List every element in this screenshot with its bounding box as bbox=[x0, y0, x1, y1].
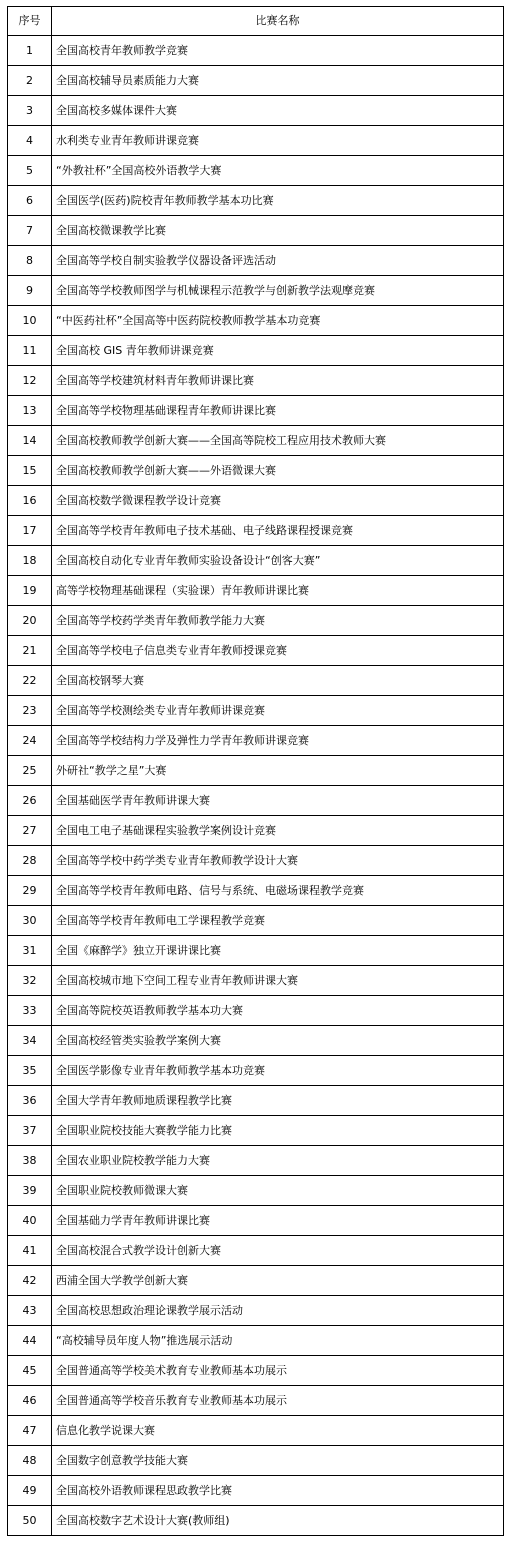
competition-name: 全国医学(医药)院校青年教师教学基本功比赛 bbox=[52, 186, 504, 216]
row-index: 22 bbox=[8, 666, 52, 696]
table-row bbox=[8, 1416, 504, 1446]
row-index: 5 bbox=[8, 156, 52, 186]
table-row bbox=[8, 306, 504, 336]
table-row bbox=[8, 276, 504, 306]
table-row bbox=[8, 1086, 504, 1116]
row-index: 36 bbox=[8, 1086, 52, 1116]
table-row bbox=[8, 636, 504, 666]
row-index: 31 bbox=[8, 936, 52, 966]
competition-name: 全国高等学校青年教师电子技术基础、电子线路课程授课竞赛 bbox=[52, 516, 504, 546]
competition-name: 全国电工电子基础课程实验教学案例设计竞赛 bbox=[52, 816, 504, 846]
table-row bbox=[8, 1176, 504, 1206]
competition-name: 全国职业院校技能大赛教学能力比赛 bbox=[52, 1116, 504, 1146]
competition-name: 全国高校 GIS 青年教师讲课竞赛 bbox=[52, 336, 504, 366]
table-row bbox=[8, 876, 504, 906]
table-row bbox=[8, 1356, 504, 1386]
row-index: 6 bbox=[8, 186, 52, 216]
table-row bbox=[8, 546, 504, 576]
table-row bbox=[8, 126, 504, 156]
competition-name: 全国大学青年教师地质课程教学比赛 bbox=[52, 1086, 504, 1116]
competition-name: 全国农业职业院校教学能力大赛 bbox=[52, 1146, 504, 1176]
table-row bbox=[8, 96, 504, 126]
competition-name: 全国高等学校结构力学及弹性力学青年教师讲课竞赛 bbox=[52, 726, 504, 756]
competition-name: 全国高等学校自制实验教学仪器设备评选活动 bbox=[52, 246, 504, 276]
row-index: 30 bbox=[8, 906, 52, 936]
table-row bbox=[8, 426, 504, 456]
table-row bbox=[8, 936, 504, 966]
competition-name: 全国医学影像专业青年教师教学基本功竞赛 bbox=[52, 1056, 504, 1086]
competition-name: 全国高等学校青年教师电路、信号与系统、电磁场课程教学竞赛 bbox=[52, 876, 504, 906]
competition-name: 全国职业院校教师微课大赛 bbox=[52, 1176, 504, 1206]
row-index: 49 bbox=[8, 1476, 52, 1506]
table-row bbox=[8, 1446, 504, 1476]
row-index: 44 bbox=[8, 1326, 52, 1356]
competition-name: 全国高校钢琴大赛 bbox=[52, 666, 504, 696]
row-index: 28 bbox=[8, 846, 52, 876]
competition-name: 全国高等学校教师图学与机械课程示范教学与创新教学法观摩竞赛 bbox=[52, 276, 504, 306]
competition-name: 全国高等学校电子信息类专业青年教师授课竞赛 bbox=[52, 636, 504, 666]
row-index: 1 bbox=[8, 36, 52, 66]
row-index: 34 bbox=[8, 1026, 52, 1056]
row-index: 46 bbox=[8, 1386, 52, 1416]
competition-name: 全国高校数学微课程教学设计竞赛 bbox=[52, 486, 504, 516]
table-row bbox=[8, 906, 504, 936]
competition-name: 全国高校数字艺术设计大赛(教师组) bbox=[52, 1506, 504, 1536]
row-index: 10 bbox=[8, 306, 52, 336]
table-row bbox=[8, 216, 504, 246]
row-index: 38 bbox=[8, 1146, 52, 1176]
row-index: 48 bbox=[8, 1446, 52, 1476]
competition-name: 全国高等学校青年教师电工学课程教学竞赛 bbox=[52, 906, 504, 936]
table-row bbox=[8, 456, 504, 486]
competition-name: 水利类专业青年教师讲课竞赛 bbox=[52, 126, 504, 156]
table-row bbox=[8, 1236, 504, 1266]
competition-name: 外研社“教学之星”大赛 bbox=[52, 756, 504, 786]
row-index: 43 bbox=[8, 1296, 52, 1326]
row-index: 17 bbox=[8, 516, 52, 546]
row-index: 33 bbox=[8, 996, 52, 1026]
table-row bbox=[8, 366, 504, 396]
row-index: 41 bbox=[8, 1236, 52, 1266]
competition-name: 全国高校教师教学创新大赛——全国高等院校工程应用技术教师大赛 bbox=[52, 426, 504, 456]
table-row bbox=[8, 1116, 504, 1146]
table-row bbox=[8, 966, 504, 996]
competition-table bbox=[7, 6, 504, 1536]
competition-name: 全国高等学校药学类青年教师教学能力大赛 bbox=[52, 606, 504, 636]
competition-name: 全国高校教师教学创新大赛——外语微课大赛 bbox=[52, 456, 504, 486]
row-index: 24 bbox=[8, 726, 52, 756]
competition-name: 全国高等学校中药学类专业青年教师教学设计大赛 bbox=[52, 846, 504, 876]
row-index: 50 bbox=[8, 1506, 52, 1536]
table-row bbox=[8, 1326, 504, 1356]
competition-name: 高等学校物理基础课程（实验课）青年教师讲课比赛 bbox=[52, 576, 504, 606]
row-index: 42 bbox=[8, 1266, 52, 1296]
competition-name: 全国基础医学青年教师讲课大赛 bbox=[52, 786, 504, 816]
table-row bbox=[8, 186, 504, 216]
row-index: 40 bbox=[8, 1206, 52, 1236]
table-row bbox=[8, 1026, 504, 1056]
competition-name: 全国高校城市地下空间工程专业青年教师讲课大赛 bbox=[52, 966, 504, 996]
table-row bbox=[8, 156, 504, 186]
table-row bbox=[8, 756, 504, 786]
competition-name: 全国高校青年教师教学竞赛 bbox=[52, 36, 504, 66]
row-index: 47 bbox=[8, 1416, 52, 1446]
row-index: 27 bbox=[8, 816, 52, 846]
row-index: 11 bbox=[8, 336, 52, 366]
table-row bbox=[8, 246, 504, 276]
table-row bbox=[8, 576, 504, 606]
row-index: 39 bbox=[8, 1176, 52, 1206]
table-body bbox=[8, 36, 504, 1536]
competition-name: 全国高校思想政治理论课教学展示活动 bbox=[52, 1296, 504, 1326]
competition-name: 全国普通高等学校美术教育专业教师基本功展示 bbox=[52, 1356, 504, 1386]
row-index: 35 bbox=[8, 1056, 52, 1086]
competition-name: “外教社杯”全国高校外语教学大赛 bbox=[52, 156, 504, 186]
row-index: 16 bbox=[8, 486, 52, 516]
row-index: 23 bbox=[8, 696, 52, 726]
competition-name: 全国高等学校测绘类专业青年教师讲课竞赛 bbox=[52, 696, 504, 726]
table-row bbox=[8, 1206, 504, 1236]
competition-name: 全国基础力学青年教师讲课比赛 bbox=[52, 1206, 504, 1236]
table-row bbox=[8, 1506, 504, 1536]
row-index: 13 bbox=[8, 396, 52, 426]
table-row bbox=[8, 1476, 504, 1506]
row-index: 21 bbox=[8, 636, 52, 666]
row-index: 37 bbox=[8, 1116, 52, 1146]
table-row bbox=[8, 1146, 504, 1176]
table-row bbox=[8, 1296, 504, 1326]
row-index: 19 bbox=[8, 576, 52, 606]
table-row bbox=[8, 816, 504, 846]
table-row bbox=[8, 606, 504, 636]
competition-name: 全国高等院校英语教师教学基本功大赛 bbox=[52, 996, 504, 1026]
row-index: 29 bbox=[8, 876, 52, 906]
competition-name: 西浦全国大学教学创新大赛 bbox=[52, 1266, 504, 1296]
header-row bbox=[8, 7, 504, 36]
competition-name: 全国数字创意教学技能大赛 bbox=[52, 1446, 504, 1476]
row-index: 8 bbox=[8, 246, 52, 276]
table-row bbox=[8, 396, 504, 426]
table-header bbox=[8, 7, 504, 36]
row-index: 26 bbox=[8, 786, 52, 816]
table-row bbox=[8, 1266, 504, 1296]
table-row bbox=[8, 846, 504, 876]
row-index: 20 bbox=[8, 606, 52, 636]
table-row bbox=[8, 696, 504, 726]
table-row bbox=[8, 66, 504, 96]
competition-name: 信息化教学说课大赛 bbox=[52, 1416, 504, 1446]
row-index: 9 bbox=[8, 276, 52, 306]
row-index: 32 bbox=[8, 966, 52, 996]
header-index: 序号 bbox=[8, 7, 52, 36]
table-row bbox=[8, 336, 504, 366]
header-name: 比赛名称 bbox=[52, 7, 504, 36]
table-row bbox=[8, 996, 504, 1026]
row-index: 14 bbox=[8, 426, 52, 456]
competition-name: 全国高校微课教学比赛 bbox=[52, 216, 504, 246]
competition-name: 全国高等学校物理基础课程青年教师讲课比赛 bbox=[52, 396, 504, 426]
row-index: 18 bbox=[8, 546, 52, 576]
competition-name: 全国《麻醉学》独立开课讲课比赛 bbox=[52, 936, 504, 966]
competition-name: 全国普通高等学校音乐教育专业教师基本功展示 bbox=[52, 1386, 504, 1416]
table-row bbox=[8, 486, 504, 516]
row-index: 2 bbox=[8, 66, 52, 96]
competition-name: “中医药社杯”全国高等中医药院校教师教学基本功竞赛 bbox=[52, 306, 504, 336]
competition-name: 全国高校经管类实验教学案例大赛 bbox=[52, 1026, 504, 1056]
competition-name: 全国高等学校建筑材料青年教师讲课比赛 bbox=[52, 366, 504, 396]
competition-name: 全国高校辅导员素质能力大赛 bbox=[52, 66, 504, 96]
table-row bbox=[8, 516, 504, 546]
table-row bbox=[8, 726, 504, 756]
row-index: 45 bbox=[8, 1356, 52, 1386]
table-row bbox=[8, 1386, 504, 1416]
table-row bbox=[8, 786, 504, 816]
competition-name: 全国高校混合式教学设计创新大赛 bbox=[52, 1236, 504, 1266]
row-index: 15 bbox=[8, 456, 52, 486]
table-row bbox=[8, 666, 504, 696]
table-row bbox=[8, 1056, 504, 1086]
competition-name: 全国高校外语教师课程思政教学比赛 bbox=[52, 1476, 504, 1506]
competition-name: 全国高校自动化专业青年教师实验设备设计“创客大赛” bbox=[52, 546, 504, 576]
competition-name: 全国高校多媒体课件大赛 bbox=[52, 96, 504, 126]
row-index: 4 bbox=[8, 126, 52, 156]
row-index: 25 bbox=[8, 756, 52, 786]
row-index: 7 bbox=[8, 216, 52, 246]
competition-name: “高校辅导员年度人物”推选展示活动 bbox=[52, 1326, 504, 1356]
row-index: 3 bbox=[8, 96, 52, 126]
table-row bbox=[8, 36, 504, 66]
row-index: 12 bbox=[8, 366, 52, 396]
